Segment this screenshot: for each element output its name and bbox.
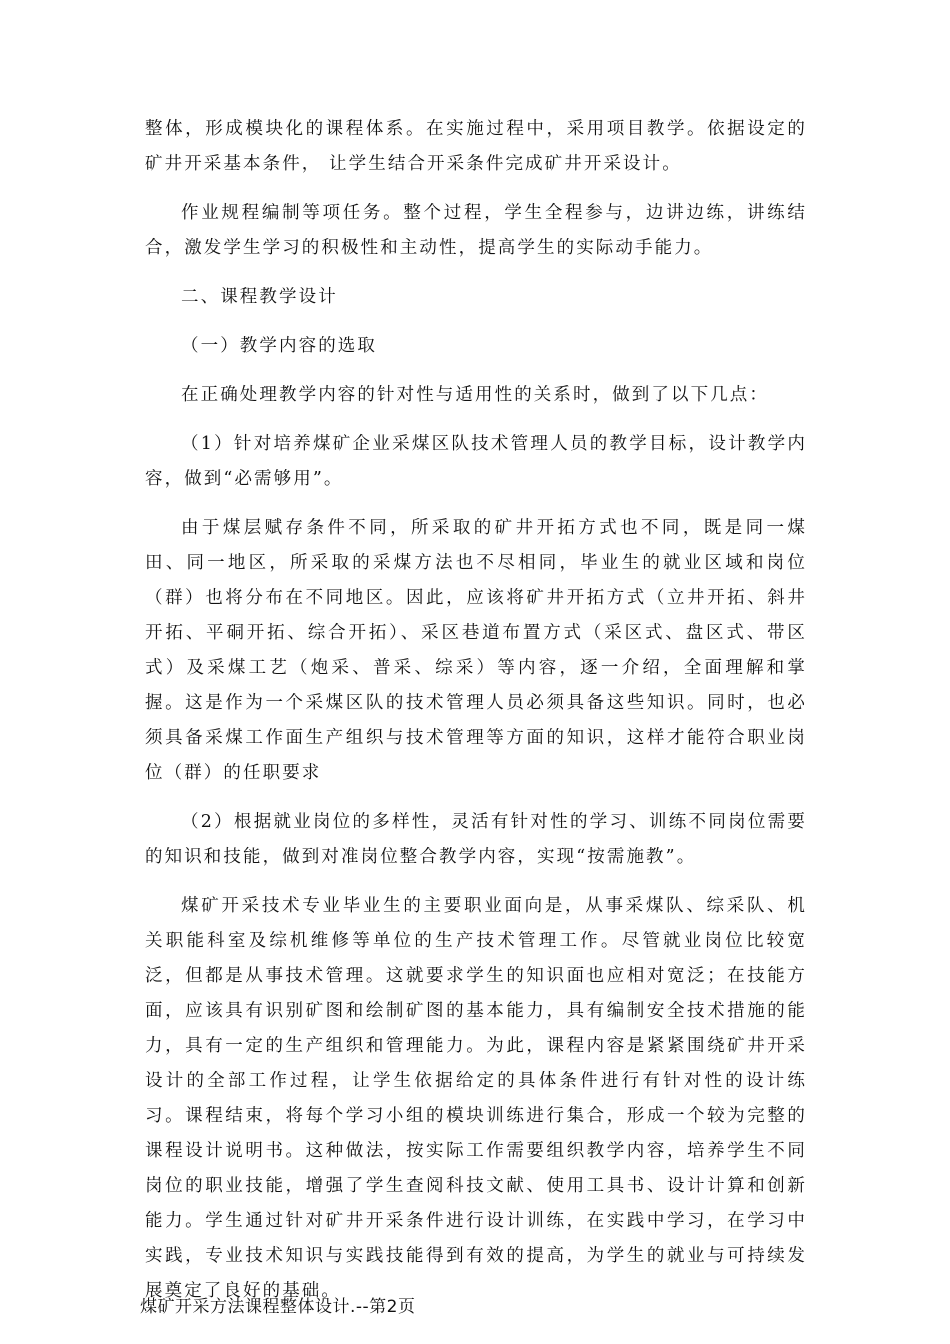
document-body — [145, 112, 807, 1309]
page-footer: 煤矿开采方法课程整体设计.--第2页 — [140, 1297, 416, 1317]
paragraph-point-1: （1）针对培养煤矿企业采煤区队技术管理人员的教学目标，设计教学内容，做到“必需够用”。 — [145, 434, 807, 489]
paragraph-principles: 在正确处理教学内容的针对性与适用性的关系时，做到了以下几点： — [181, 385, 769, 405]
section-heading-course-design: 二、课程教学设计 — [181, 287, 338, 307]
paragraph-point-2: （2）根据就业岗位的多样性，灵活有针对性的学习、训练不同岗位需要的知识和技能，做到对准岗位整合教学内容，实现“按需施教”。 — [145, 812, 807, 867]
paragraph-coal-seam-conditions: 由于煤层赋存条件不同，所采取的矿井开拓方式也不同，既是同一煤田、同一地区，所采取的采煤方法也不尽相同，毕业生的就业区域和岗位（群）也将分布在不同地区。因此，应该将矿井开拓方式（立井开拓、斜井开拓、平硐开拓、综合开拓）、采区巷道布置方式（采区式、盘区式、带区式）及采煤工艺（炮采、普采、综采）等内容，逐一介绍，全面理解和掌握。这是作为一个采煤区队的技术管理人员必须具备这些知识。同时，也必须具备采煤工作面生产组织与技术管理等方面的知识，这样才能符合职业岗位（群）的任职要求 — [145, 518, 807, 783]
subsection-heading-content-selection: （一）教学内容的选取 — [181, 336, 377, 356]
paragraph-graduate-careers: 煤矿开采技术专业毕业生的主要职业面向是，从事采煤队、综采队、机关职能科室及综机维修等单位的生产技术管理工作。尽管就业岗位比较宽泛，但都是从事技术管理。这就要求学生的知识面也应相对宽泛；在技能方面，应该具有识别矿图和绘制矿图的基本能力，具有编制安全技术措施的能力，具有一定的生产组织和管理能力。为此，课程内容是紧紧围绕矿井开采设计的全部工作过程，让学生依据给定的具体条件进行有针对性的设计练习。课程结束，将每个学习小组的模块训练进行集合，形成一个较为完整的课程设计说明书。这种做法，按实际工作需要组织教学内容，培养学生不同岗位的职业技能，增强了学生查阅科技文献、使用工具书、设计计算和创新能力。学生通过针对矿井开采条件进行设计训练，在实践中学习，在学习中实践，专业技术知识与实践技能得到有效的提高，为学生的就业与可持续发展奠定了良好的基础。 — [145, 896, 807, 1301]
paragraph-intro-continued: 整体，形成模块化的课程体系。在实施过程中，采用项目教学。依据设定的矿井开采基本条件， 让学生结合开采条件完成矿井开采设计。 — [145, 119, 807, 174]
paragraph-tasks: 作业规程编制等项任务。整个过程，学生全程参与，边讲边练，讲练结合，激发学生学习的积极性和主动性，提高学生的实际动手能力。 — [145, 203, 807, 258]
